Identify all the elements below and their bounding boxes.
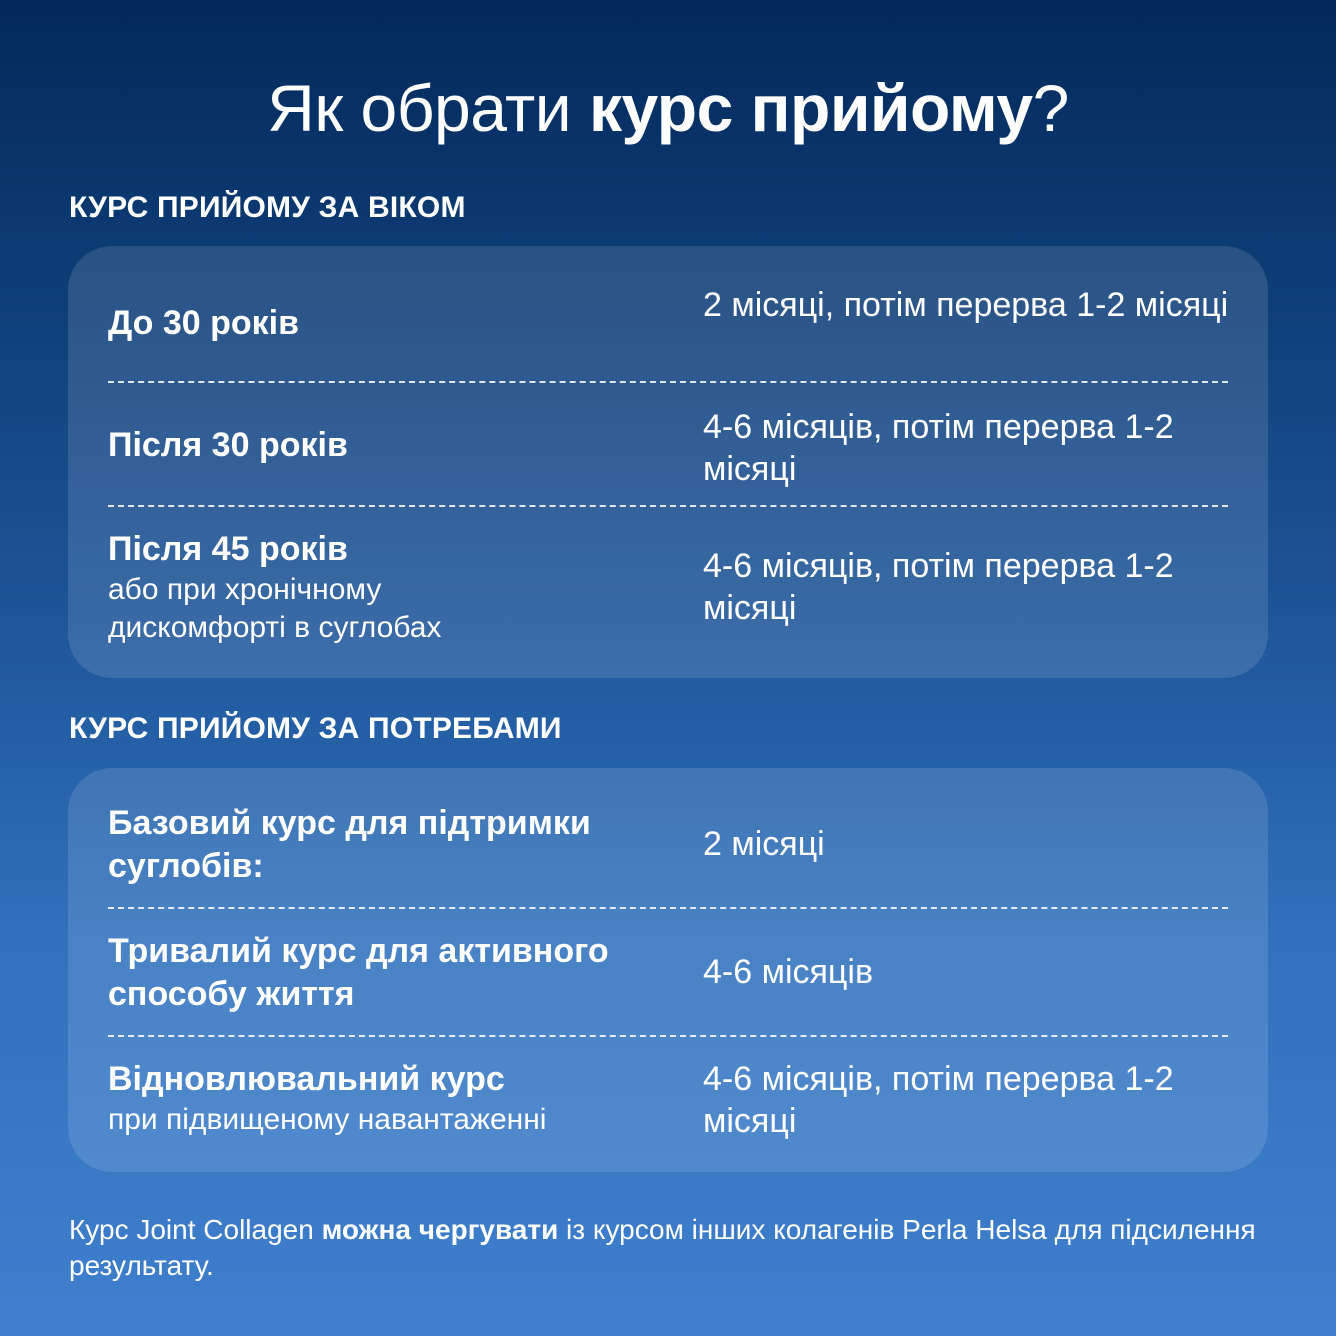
row-value: 2 місяці, потім перерва 1-2 місяці (703, 286, 1229, 324)
footer-text-bold: можна чергувати (321, 1214, 559, 1245)
section-heading-age: КУРС ПРИЙОМУ ЗА ВІКОМ (69, 191, 466, 224)
section-heading-needs: КУРС ПРИЙОМУ ЗА ПОТРЕБАМИ (69, 712, 562, 745)
needs-course-card (68, 768, 1268, 1172)
title-end: ? (1032, 71, 1069, 145)
row-value: 4-6 місяців, потім перерва 1-2 місяці (703, 1060, 1174, 1140)
row-sublabel: при підвищеному навантаженні (108, 1103, 547, 1136)
row-label: Базовий курс для підтримки суглобів: (108, 804, 591, 885)
row-divider (108, 505, 1228, 507)
footer-note (69, 1212, 1269, 1284)
row-label: До 30 років (108, 304, 300, 342)
row-sublabel: або при хронічному дискомфорті в суглобах (108, 573, 442, 644)
row-value: 2 місяці (703, 825, 825, 863)
row-label: Після 30 років (108, 426, 348, 464)
row-label: Тривалий курс для активного способу життя (108, 932, 609, 1013)
footer-text-end: із курсом інших колагенів Perla Helsa для підсилення результату. (69, 1214, 1256, 1281)
row-label: Відновлювальний курс (108, 1060, 505, 1098)
age-course-card (68, 246, 1268, 678)
row-value: 4-6 місяців, потім перерва 1-2 місяці (703, 408, 1174, 488)
row-value: 4-6 місяців (703, 953, 874, 991)
title-bold: курс прийому (588, 71, 1033, 145)
row-label: Після 45 років (108, 530, 348, 568)
row-divider (108, 907, 1228, 909)
page-title (0, 68, 1336, 148)
footer-text-start: Курс Joint Collagen (69, 1214, 322, 1245)
title-regular: Як обрати (267, 71, 589, 145)
row-divider (108, 1035, 1228, 1037)
row-divider (108, 381, 1228, 383)
row-value: 4-6 місяців, потім перерва 1-2 місяці (703, 547, 1174, 627)
